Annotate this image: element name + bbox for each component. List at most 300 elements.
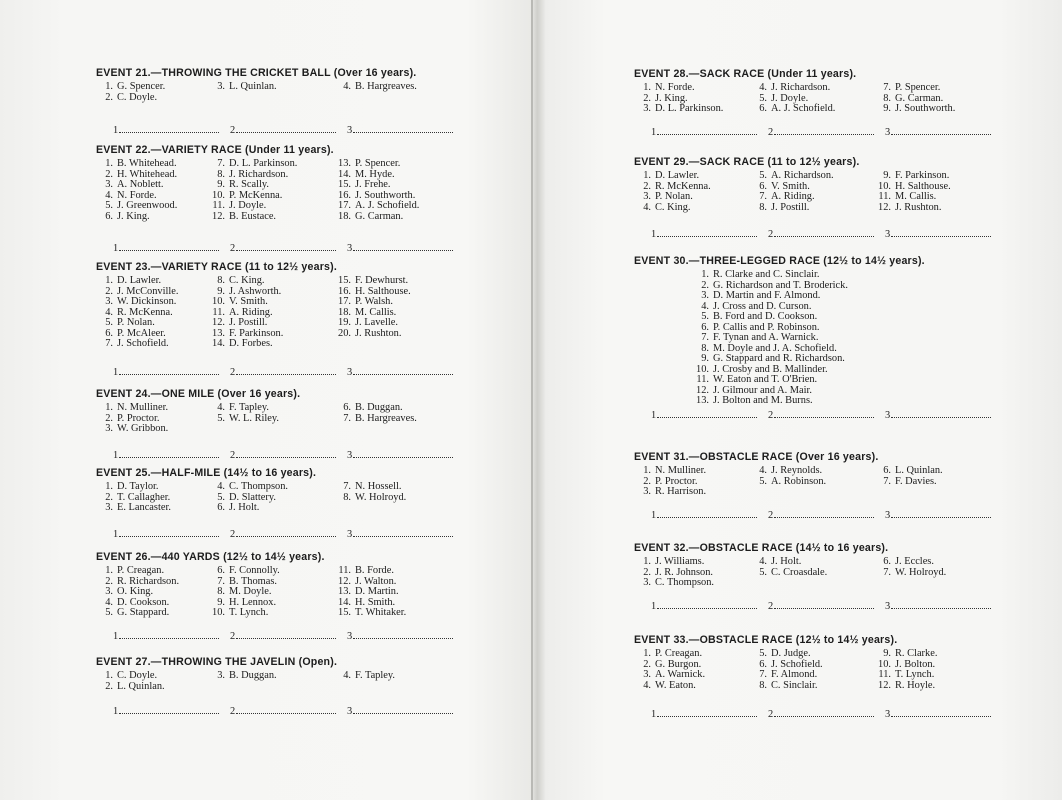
entrant-name: N. Mulliner. — [117, 402, 169, 413]
place-number: 2 — [230, 125, 236, 136]
entrant-name: T. Whitaker. — [355, 607, 407, 618]
entrant-column — [96, 566, 179, 619]
entrant-number: 13. — [338, 586, 351, 597]
entrant-name: P. Nolan. — [655, 191, 693, 202]
entrant-number: 8. — [759, 679, 767, 691]
entrant-column — [874, 171, 951, 213]
entrant-name: B. Hargreaves. — [355, 412, 417, 424]
entrant-column — [208, 403, 279, 424]
entrant-name: J. Doyle. — [229, 200, 267, 211]
entrant-column — [208, 159, 297, 222]
entrant-column — [96, 482, 171, 514]
place-3-field[interactable] — [347, 242, 453, 254]
entrant-item — [96, 424, 168, 435]
entrant-name: R. McKenna. — [117, 306, 173, 318]
entrant-number: 5. — [217, 412, 225, 424]
entrant-name: E. Lancaster. — [117, 502, 171, 513]
entrant-number: 6. — [217, 502, 225, 513]
event-block — [634, 542, 1044, 612]
pair-number: 9. — [701, 353, 709, 364]
entrant-name: N. Mulliner. — [655, 465, 707, 476]
entrant-number: 5. — [759, 566, 767, 578]
place-number: 3 — [347, 529, 353, 540]
entrant-number: 4. — [643, 679, 651, 691]
place-1-field[interactable] — [651, 126, 757, 138]
place-3-field[interactable] — [347, 366, 453, 378]
entrant-list — [96, 482, 516, 514]
entrant-column — [208, 276, 283, 350]
entrant-number: 18. — [338, 306, 351, 318]
entrant-name: F. Parkinson. — [895, 170, 950, 181]
entrant-number: 4. — [105, 189, 113, 201]
entrant-number: 1. — [105, 565, 113, 576]
entrant-name: F. Almond. — [771, 669, 818, 680]
entrant-number: 2. — [105, 285, 113, 297]
place-number: 3 — [885, 510, 891, 521]
entrant-name: P. Nolan. — [117, 317, 155, 328]
entrant-number: 9. — [217, 285, 225, 297]
pair-number: 13. — [696, 395, 709, 406]
entrant-number: 14. — [338, 168, 351, 180]
entrant-number: 12. — [878, 679, 891, 691]
dotted-line — [774, 228, 874, 237]
place-number: 3 — [347, 450, 353, 461]
entrant-number: 9. — [883, 170, 891, 181]
dotted-line — [657, 126, 757, 135]
entrant-name: B. Forde. — [355, 565, 394, 576]
entrant-item — [750, 203, 834, 214]
place-3-field[interactable] — [347, 630, 453, 642]
event-title — [634, 68, 1044, 80]
entrant-number: 12. — [212, 317, 225, 328]
entrant-name: D. L. Parkinson. — [229, 158, 298, 169]
event-age-group: (12½ to 14½ years). — [223, 551, 325, 563]
place-1-field[interactable] — [113, 449, 219, 461]
place-number: 3 — [347, 706, 353, 717]
event-name: EVENT 23.—VARIETY RACE — [96, 261, 242, 273]
event-title — [96, 67, 516, 79]
entrant-number: 6. — [883, 556, 891, 567]
pair-number: 7. — [701, 332, 709, 343]
entrant-item — [634, 681, 705, 692]
place-2-field[interactable] — [230, 630, 336, 642]
entrant-name: B. Whitehead. — [117, 158, 177, 169]
entrant-column — [334, 671, 395, 682]
entrant-name: M. Callis. — [895, 191, 937, 202]
entrant-column — [874, 557, 946, 578]
entrant-name: R. Clarke. — [895, 648, 938, 659]
place-number: 2 — [768, 229, 774, 240]
pair-item — [634, 323, 1044, 334]
entrant-item — [96, 339, 178, 350]
place-number: 1 — [651, 410, 657, 421]
dotted-line — [891, 126, 991, 135]
entrant-list — [96, 82, 516, 103]
event-block — [96, 261, 516, 378]
entrant-number: 4. — [759, 82, 767, 93]
place-3-field[interactable] — [347, 449, 453, 461]
place-2-field[interactable] — [768, 126, 874, 138]
entrant-name: R. Harrison. — [655, 486, 707, 497]
place-number: 2 — [230, 243, 236, 254]
entrant-name: J. Postill. — [771, 201, 810, 213]
place-3-field[interactable] — [347, 705, 453, 717]
place-number: 3 — [347, 125, 353, 136]
entrant-number: 17. — [338, 200, 351, 211]
event-block — [96, 551, 516, 642]
entrant-column — [96, 159, 177, 222]
entrant-item — [208, 671, 277, 682]
entrant-number: 9. — [217, 179, 225, 190]
place-2-field[interactable] — [230, 528, 336, 540]
place-3-field[interactable] — [347, 124, 453, 136]
entrant-name: F. Tapley. — [229, 402, 269, 413]
dotted-line — [236, 528, 336, 537]
place-1-field[interactable] — [113, 366, 219, 378]
event-name: EVENT 27.—THROWING THE JAVELIN — [96, 656, 296, 668]
entrant-column — [874, 649, 937, 691]
entrant-name: J. Greenwood. — [117, 200, 178, 211]
entrant-column — [208, 482, 288, 514]
dotted-line — [236, 705, 336, 714]
entrant-name: L. Quinlan. — [229, 81, 277, 92]
place-2-field[interactable] — [768, 409, 874, 421]
entrant-number: 3. — [217, 81, 225, 92]
dotted-line — [119, 449, 219, 458]
entrant-number: 2. — [643, 566, 651, 578]
event-name: EVENT 33.—OBSTACLE RACE — [634, 634, 793, 646]
event-age-group: (Over 16 years). — [333, 67, 417, 79]
place-3-field[interactable] — [885, 228, 991, 240]
entrant-item — [208, 414, 279, 425]
place-3-field[interactable] — [885, 708, 991, 720]
event-age-group: (11 to 12½ years). — [245, 261, 337, 273]
entrant-column — [750, 466, 826, 487]
entrant-number: 1. — [105, 481, 113, 492]
place-2-field[interactable] — [768, 600, 874, 612]
event-name: EVENT 21.—THROWING THE CRICKET BALL — [96, 67, 331, 79]
entrant-list — [96, 671, 516, 692]
entrant-number: 1. — [105, 158, 113, 169]
entrant-number: 7. — [217, 575, 225, 587]
entrant-column — [334, 566, 406, 619]
entrant-item — [96, 608, 179, 619]
event-name: EVENT 26.—440 YARDS — [96, 551, 220, 563]
dotted-line — [891, 409, 991, 418]
pair-names: M. Doyle and J. A. Schofield. — [713, 342, 837, 354]
place-3-field[interactable] — [885, 600, 991, 612]
entrant-number: 1. — [105, 81, 113, 92]
event-block — [96, 388, 516, 461]
entrant-name: P. Proctor. — [117, 412, 160, 424]
entrant-item — [208, 82, 277, 93]
entrant-column — [750, 557, 827, 578]
entrant-item — [750, 568, 827, 579]
entrant-name: J. Holt. — [771, 556, 802, 567]
place-number: 3 — [885, 229, 891, 240]
entrant-name: A. Warnick. — [655, 669, 706, 680]
dotted-line — [353, 242, 453, 251]
place-number: 1 — [113, 243, 119, 254]
entrant-name: C. Doyle. — [117, 670, 158, 681]
entrant-number: 7. — [343, 412, 351, 424]
entrant-name: H. Smith. — [355, 596, 396, 608]
entrant-name: D. Forbes. — [229, 338, 273, 349]
entrant-column — [334, 482, 406, 503]
pair-number: 2. — [701, 279, 709, 291]
pair-names: R. Clarke and C. Sinclair. — [713, 269, 820, 280]
entrant-name: J. Lavelle. — [355, 317, 398, 328]
entrant-name: J. Rushton. — [895, 201, 942, 213]
entrant-column — [874, 83, 955, 115]
event-title — [96, 467, 516, 479]
event-age-group: (12½ to 14½ years). — [823, 255, 925, 267]
entrant-name: M. Callis. — [355, 306, 397, 318]
place-2-field[interactable] — [768, 228, 874, 240]
event-name: EVENT 28.—SACK RACE — [634, 68, 765, 80]
event-block — [96, 67, 516, 136]
entrant-number: 8. — [217, 586, 225, 597]
entrant-number: 6. — [105, 210, 113, 222]
entrant-name: J. R. Johnson. — [655, 566, 714, 578]
dotted-line — [353, 528, 453, 537]
pair-names: J. Gilmour and A. Mair. — [713, 384, 812, 396]
event-block — [634, 451, 1044, 521]
place-1-field[interactable] — [113, 242, 219, 254]
entrant-number: 4. — [643, 201, 651, 213]
entrant-number: 18. — [338, 210, 351, 222]
entrant-number: 7. — [343, 481, 351, 492]
place-2-field[interactable] — [230, 705, 336, 717]
place-1-field[interactable] — [651, 509, 757, 521]
entrant-name: J. Richardson. — [229, 168, 289, 180]
entrant-name: H. Salthouse. — [355, 285, 411, 297]
entrant-number: 4. — [759, 556, 767, 567]
place-2-field[interactable] — [230, 242, 336, 254]
entrant-number: 7. — [759, 191, 767, 202]
place-1-field[interactable] — [651, 228, 757, 240]
entrant-number: 4. — [217, 402, 225, 413]
entrant-number: 6. — [883, 465, 891, 476]
entrant-name: C. Thompson. — [655, 577, 714, 588]
dotted-line — [119, 528, 219, 537]
event-age-group: (Under 11 years). — [767, 68, 857, 80]
entrant-number: 2. — [105, 91, 113, 103]
place-number: 1 — [651, 709, 657, 720]
event-age-group: (11 to 12½ years). — [767, 156, 860, 168]
place-2-field[interactable] — [230, 449, 336, 461]
entrant-column — [334, 403, 417, 424]
entrant-name: W. Holroyd. — [895, 566, 947, 578]
entrant-name: P. Spencer. — [355, 158, 401, 169]
entrant-name: G. Spencer. — [117, 81, 166, 92]
event-block — [96, 144, 516, 254]
event-title — [96, 388, 516, 400]
entrant-number: 3. — [643, 669, 651, 680]
place-3-field[interactable] — [885, 409, 991, 421]
entrant-name: R. Richardson. — [117, 575, 180, 587]
entrant-number: 1. — [643, 170, 651, 181]
place-3-field[interactable] — [885, 509, 991, 521]
entrant-name: F. Davies. — [895, 475, 937, 487]
entrant-number: 14. — [212, 338, 225, 349]
entrant-number: 11. — [212, 306, 225, 318]
entrant-number: 3. — [105, 296, 113, 307]
entrant-name: O. King. — [117, 586, 154, 597]
entrant-number: 3. — [105, 502, 113, 513]
dotted-line — [657, 509, 757, 518]
entrant-item — [96, 682, 165, 693]
entrant-name: J. Southworth. — [355, 189, 416, 201]
pair-number: 3. — [701, 290, 709, 301]
entrant-number: 5. — [105, 607, 113, 618]
entrant-number: 10. — [878, 658, 891, 670]
entrant-name: D. Lawler. — [117, 275, 162, 286]
dotted-line — [119, 366, 219, 375]
entrant-number: 5. — [759, 648, 767, 659]
place-2-field[interactable] — [230, 366, 336, 378]
entrant-name: J. Schofield. — [117, 338, 169, 349]
pair-names: P. Callis and P. Robinson. — [713, 321, 820, 333]
place-1-field[interactable] — [651, 409, 757, 421]
entrant-number: 10. — [212, 607, 225, 618]
entrant-name: B. Duggan. — [229, 670, 277, 681]
entrant-number: 7. — [883, 475, 891, 487]
entrant-number: 2. — [643, 475, 651, 487]
entrant-name: N. Forde. — [655, 82, 695, 93]
place-3-field[interactable] — [347, 528, 453, 540]
pair-number: 6. — [701, 321, 709, 333]
entrant-name: P. Walsh. — [355, 296, 393, 307]
entrant-column — [634, 171, 711, 213]
entrant-column — [334, 82, 417, 93]
entrant-number: 1. — [105, 402, 113, 413]
place-number: 3 — [885, 709, 891, 720]
entrant-number: 7. — [759, 669, 767, 680]
entrant-number: 7. — [883, 82, 891, 93]
pair-item — [634, 375, 1044, 386]
entrant-number: 12. — [212, 210, 225, 222]
entrant-name: F. Parkinson. — [229, 327, 284, 339]
entrant-number: 7. — [105, 338, 113, 349]
entrant-item — [874, 203, 951, 214]
event-title — [634, 451, 1044, 463]
entrant-number: 6. — [759, 180, 767, 192]
place-number: 1 — [113, 706, 119, 717]
entrant-column — [750, 83, 835, 115]
place-number: 3 — [885, 601, 891, 612]
entrant-name: L. Quinlan. — [117, 680, 165, 692]
event-block — [634, 68, 1044, 138]
entrant-number: 2. — [105, 680, 113, 692]
entrant-number: 10. — [212, 296, 225, 307]
entrant-number: 2. — [105, 491, 113, 503]
entrant-number: 9. — [883, 648, 891, 659]
entrant-number: 5. — [105, 317, 113, 328]
entrant-name: J. McConville. — [117, 285, 179, 297]
entrant-number: 4. — [105, 306, 113, 318]
entrant-name: D. L. Parkinson. — [655, 103, 724, 114]
dotted-line — [353, 705, 453, 714]
pair-number: 5. — [701, 311, 709, 322]
pair-number: 1. — [701, 269, 709, 280]
pair-item — [634, 302, 1044, 313]
entrant-number: 13. — [212, 327, 225, 339]
entrant-item — [208, 339, 283, 350]
entrant-name: B. Eustace. — [229, 210, 277, 222]
entrant-list — [634, 466, 1044, 498]
entrant-name: D. Cookson. — [117, 596, 170, 608]
entrant-name: T. Callagher. — [117, 491, 171, 503]
dotted-line — [119, 242, 219, 251]
pair-item — [634, 281, 1044, 292]
place-2-field[interactable] — [768, 708, 874, 720]
entrant-number: 3. — [643, 103, 651, 114]
entrant-name: W. Gribbon. — [117, 423, 169, 434]
entrant-item — [96, 503, 171, 514]
place-2-field[interactable] — [230, 124, 336, 136]
event-title — [634, 634, 1044, 646]
entrant-number: 15. — [338, 607, 351, 618]
place-1-field[interactable] — [651, 600, 757, 612]
place-number: 1 — [651, 510, 657, 521]
entrant-name: F. Tapley. — [355, 670, 395, 681]
pair-names: J. Bolton and M. Burns. — [713, 395, 813, 406]
dotted-line — [353, 124, 453, 133]
entrant-number: 8. — [883, 92, 891, 104]
entrant-number: 4. — [343, 81, 351, 92]
pair-item — [634, 291, 1044, 302]
place-1-field[interactable] — [113, 705, 219, 717]
entrant-name: P. McAleer. — [117, 327, 166, 339]
entrant-column — [634, 83, 723, 115]
entrant-name: N. Hossell. — [355, 481, 402, 492]
entrant-item — [874, 104, 955, 115]
entrant-list — [96, 403, 516, 435]
entrant-name: J. Bolton. — [895, 658, 936, 670]
entrant-number: 5. — [759, 475, 767, 487]
place-1-field[interactable] — [651, 708, 757, 720]
pair-names: D. Martin and F. Almond. — [713, 290, 821, 301]
entrant-number: 14. — [338, 596, 351, 608]
entrant-name: C. Doyle. — [117, 91, 158, 103]
entrant-name: B. Thomas. — [229, 575, 278, 587]
place-2-field[interactable] — [768, 509, 874, 521]
entrant-name: C. King. — [655, 201, 691, 213]
dotted-line — [236, 366, 336, 375]
entrant-name: P. Proctor. — [655, 475, 698, 487]
event-name: EVENT 22.—VARIETY RACE — [96, 144, 242, 156]
place-1-field[interactable] — [113, 630, 219, 642]
pair-item — [634, 312, 1044, 323]
entrant-number: 11. — [878, 669, 891, 680]
place-1-field[interactable] — [113, 124, 219, 136]
entrant-number: 3. — [105, 586, 113, 597]
event-title — [634, 542, 1044, 554]
entrant-item — [96, 212, 177, 223]
entrant-name: A. Richardson. — [771, 170, 834, 181]
place-3-field[interactable] — [885, 126, 991, 138]
entrant-number: 7. — [217, 158, 225, 169]
pair-number: 8. — [701, 342, 709, 354]
pair-number: 11. — [696, 374, 709, 385]
entrant-name: N. Forde. — [117, 189, 157, 201]
entrant-list — [634, 83, 1044, 115]
entrant-item — [334, 82, 417, 93]
entrant-column — [750, 649, 823, 691]
place-1-field[interactable] — [113, 528, 219, 540]
dotted-line — [657, 228, 757, 237]
